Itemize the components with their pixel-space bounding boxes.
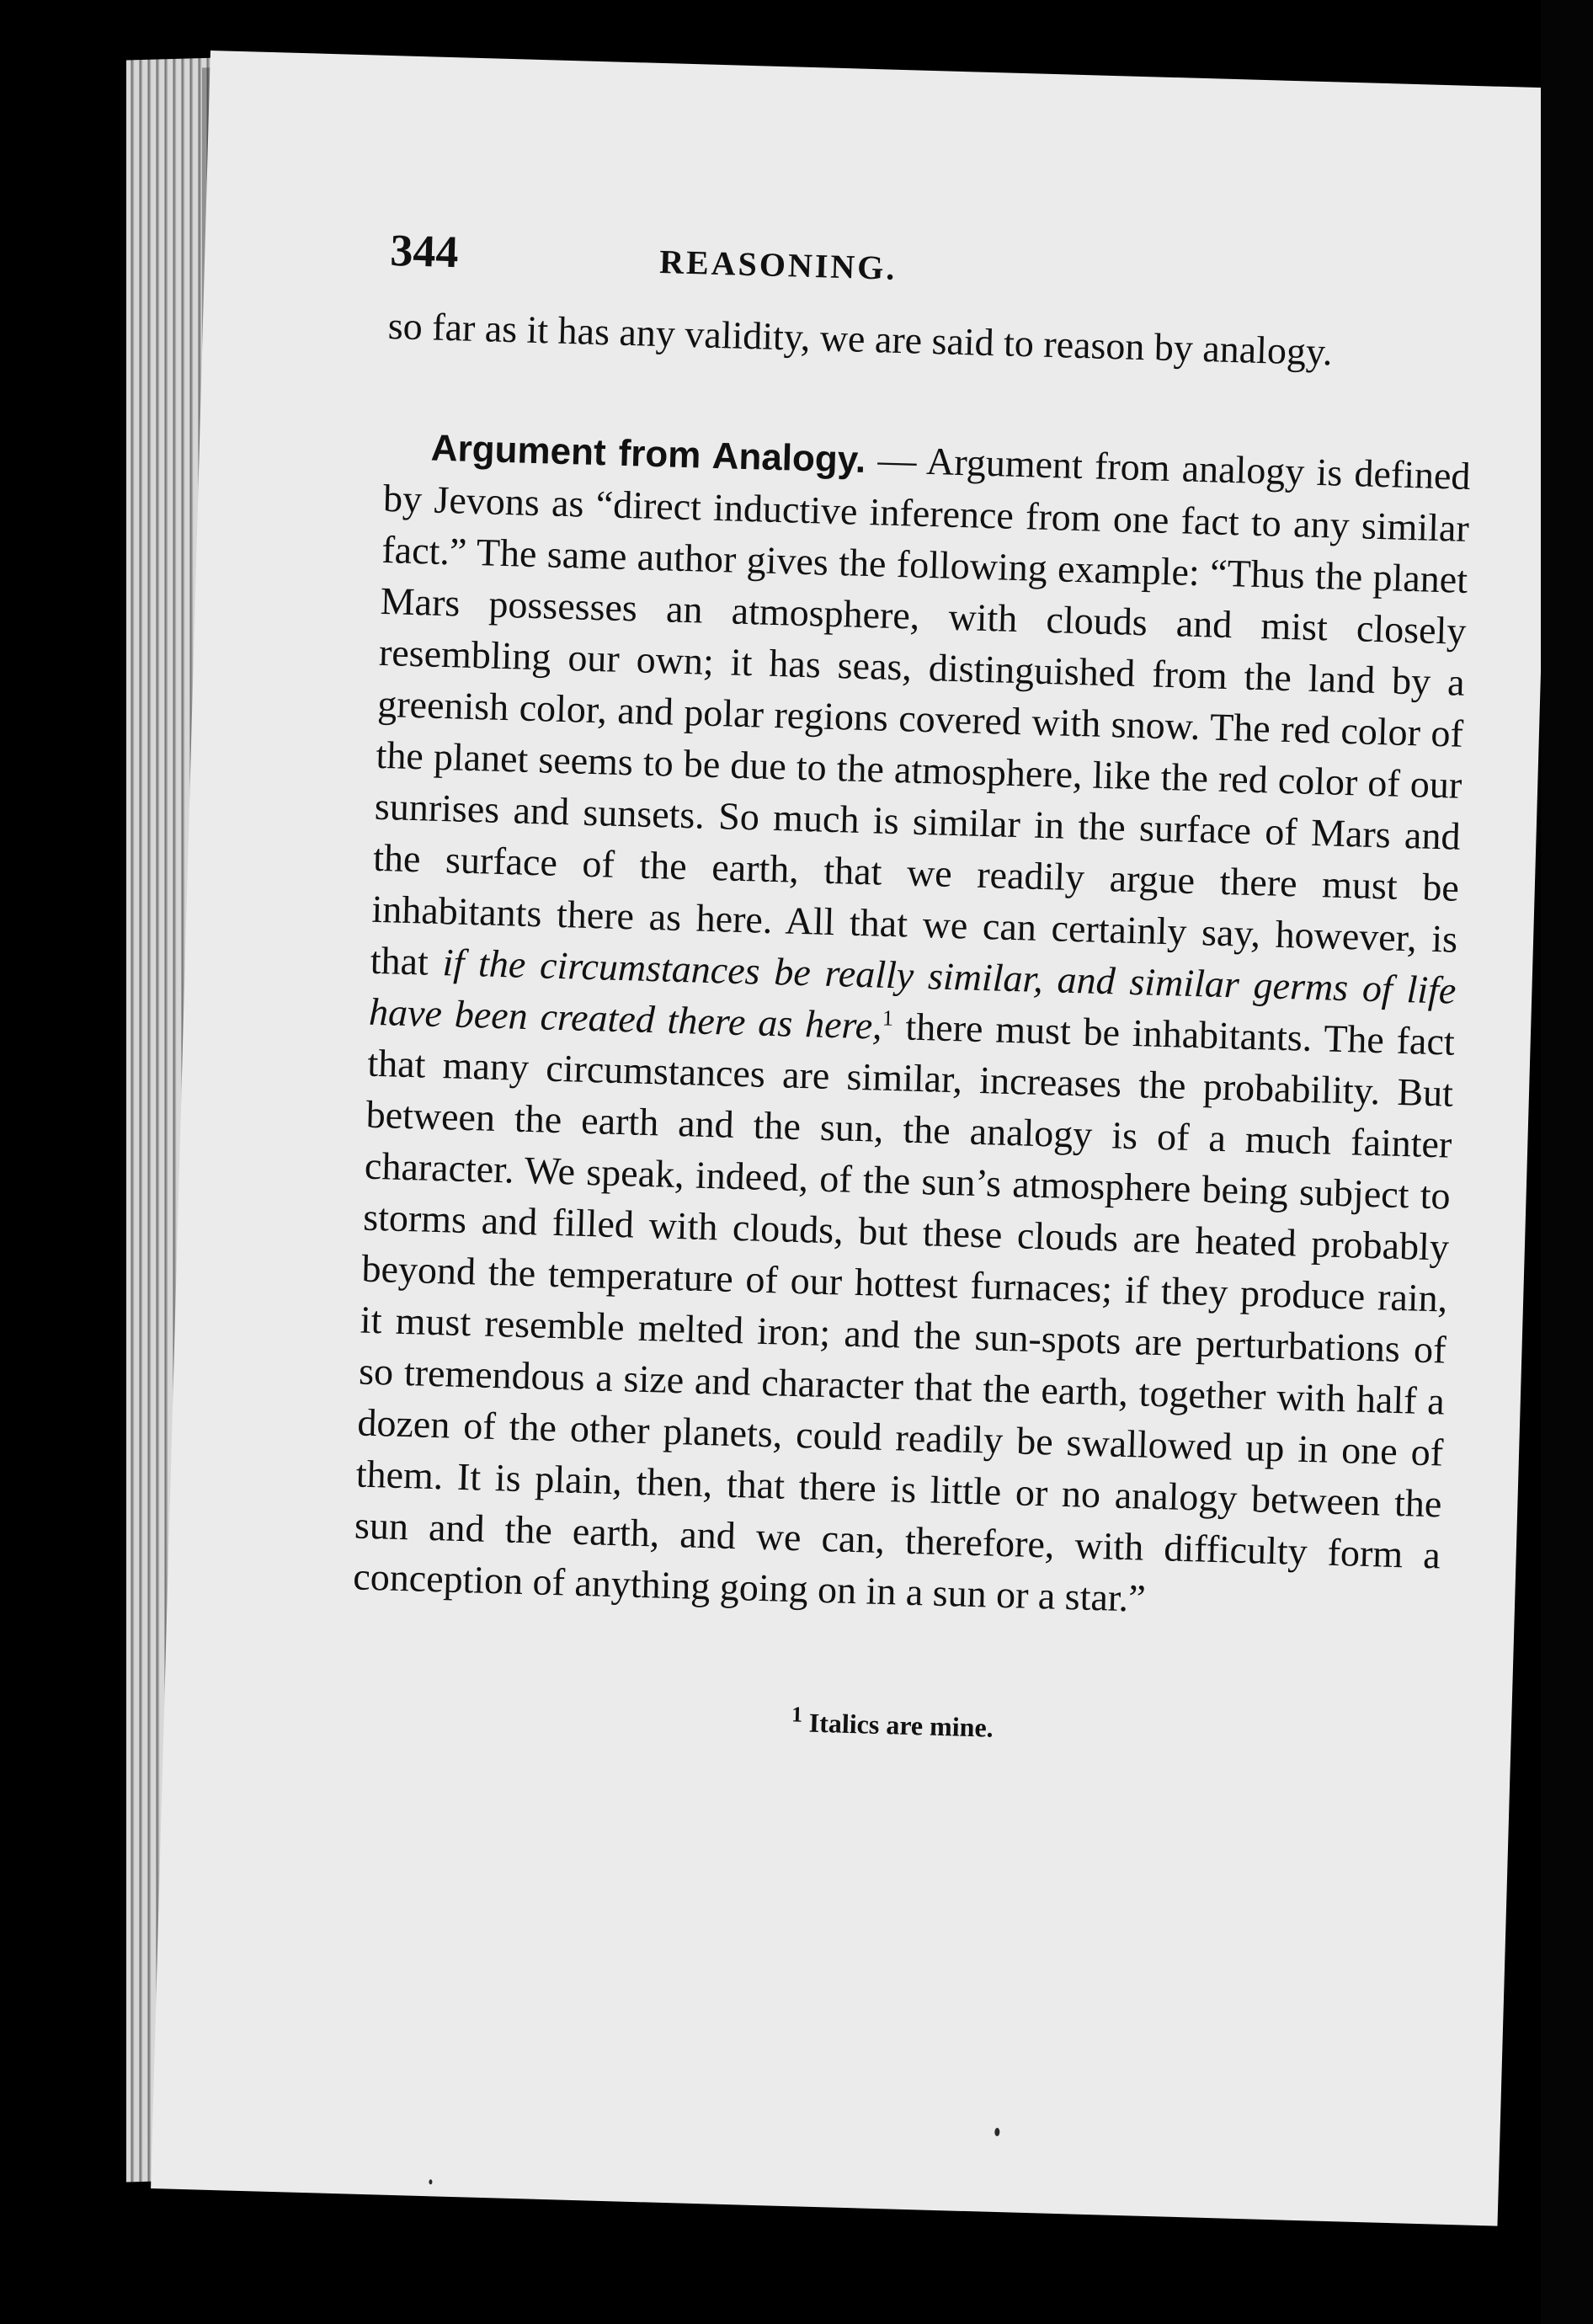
book-page bbox=[151, 51, 1557, 2226]
body-text-part-1: Argument from analogy is defined by Jevons as “direct inductive inference from one fact to any similar fact.” The same author gives the following example: “Thus the planet Mars possesses an atmosphere, with clouds and mist closely resembling our own; it has seas, distinguished from the land by a greenish color, and polar regions covered with snow. The red color of the planet seems to be due to the atmosphere, like the red color of our sunrises and sunsets. So much is similar in the surface of Mars and the surface of the earth, that we readily argue there must be inhabitants there as here. All that we can certainly say, however, is that bbox=[370, 439, 1472, 984]
opening-paragraph: so far as it has any validity, we are said to reason by analogy. bbox=[387, 304, 1334, 374]
footnote-text: Italics are mine. bbox=[802, 1707, 994, 1743]
footnote bbox=[349, 1694, 1436, 1756]
footnote-marker: 1 bbox=[791, 1702, 803, 1727]
italic-emphasis: if the circumstances be really similar, and similar germs of life have been created there as here, bbox=[368, 941, 1457, 1047]
heading-dash: — bbox=[865, 437, 927, 482]
scan-speck bbox=[994, 2128, 999, 2136]
section-heading: Argument from Analogy. bbox=[430, 427, 866, 481]
footnote-reference: 1 bbox=[882, 1005, 894, 1031]
page-number: 344 bbox=[389, 225, 460, 278]
section-paragraph bbox=[353, 420, 1472, 1632]
scan-border bbox=[1541, 0, 1593, 2324]
scan-speck bbox=[429, 2179, 432, 2184]
text-block bbox=[349, 224, 1477, 1756]
running-head: REASONING. bbox=[658, 242, 898, 287]
body-text-part-2: there must be inhabitants. The fact that many circumstances are similar, increases the probability. But between the earth and the sun, the analogy is of a much fainter character. We speak, indeed, of the sun’s atmosphere being subject to storms and filled with clouds, but these clouds are heated probably beyond the temperature of our hottest furnaces; if they produce rain, it must resemble melted iron; and the sun-spots are perturbations of so tremendous a size and character that the earth, together with half a dozen of the other planets, could readily be swallowed up in one of them. It is plain, then, that there is little or no analogy between the sun and the earth, and we can, therefore, with difficulty form a conception of anything going on in a sun or a star.” bbox=[352, 1005, 1456, 1620]
